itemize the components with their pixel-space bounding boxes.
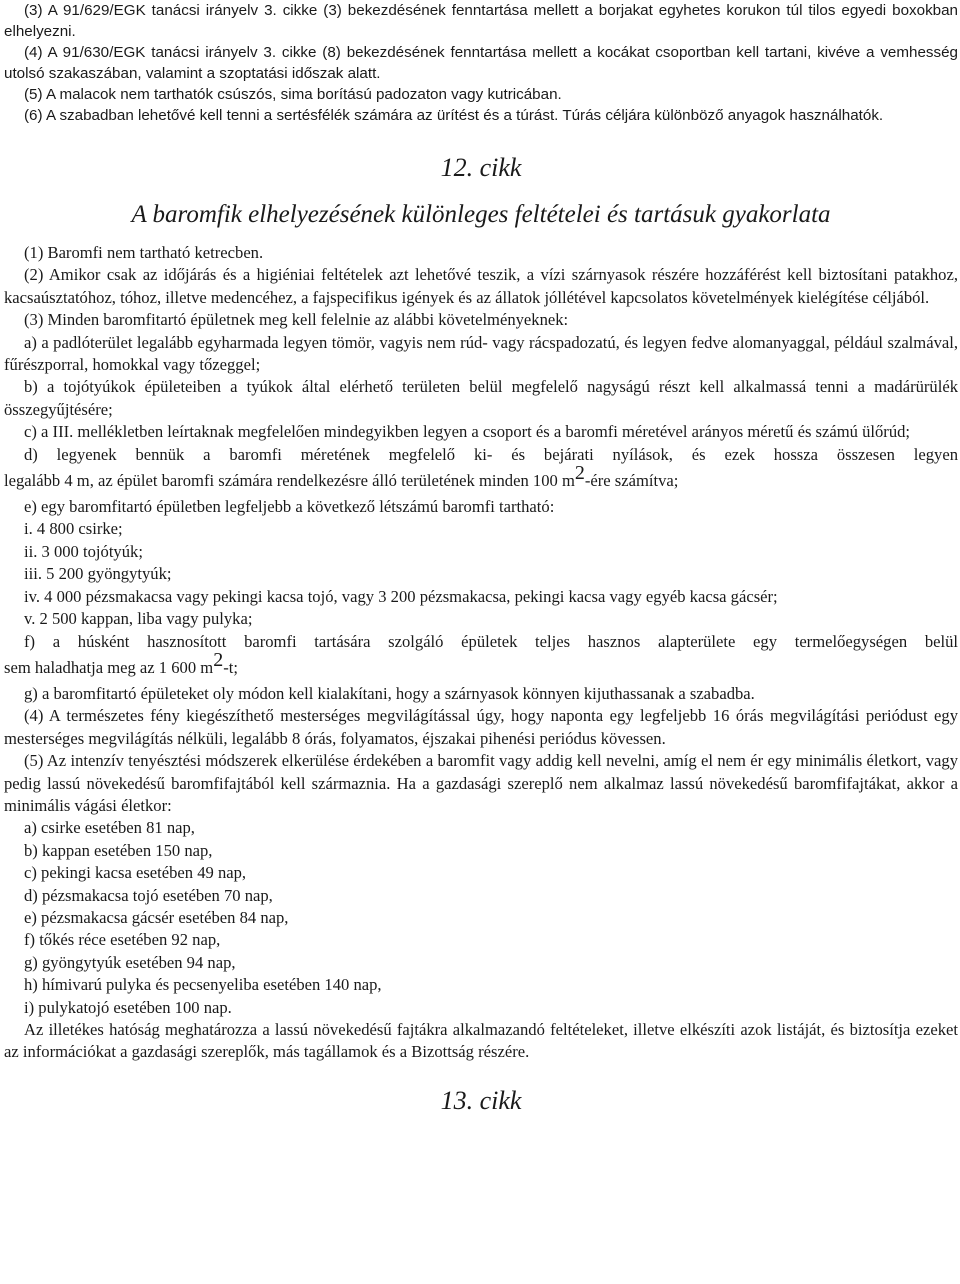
- paragraph-3-point-f-line2: [4, 648, 958, 683]
- paragraph-2: (2) Amikor csak az időjárás és a higiéniai feltételek azt lehetővé teszik, a vízi szárnyasok részére hozzáférést kell biztosítani patakhoz, kacsaúsztatóhoz, tóhoz, illetve medencéhez, a fajspecifikus igények és az állatok jóllétével kapcsolatos követelmények kielégítése céljából.: [4, 265, 958, 307]
- point-d-superscript: 2: [574, 462, 585, 485]
- article-11-continuation: [4, 0, 958, 126]
- article-12-number: 12. cikk: [440, 153, 522, 182]
- slaughter-age-h: h) hímivarú pulyka és pecsenyeliba esetében 140 nap,: [24, 975, 382, 995]
- paragraph-4-sows: (4) A 91/630/EGK tanácsi irányelv 3. cikke (8) bekezdésének fenntartása mellett a kocákat csoportban kell tartani, kivéve a vemhesség utolsó szakaszában, valamint a szoptatási időszak alatt.: [4, 44, 958, 82]
- paragraph-6-pigs-outdoors: (6) A szabadban lehetővé kell tenni a sertésfélék számára az ürítést és a túrást. Túrás céljára különböző anyagok használhatók.: [24, 107, 884, 124]
- paragraph-3-intro: (3) Minden baromfitartó épületnek meg kell felelnie az alábbi követelményeknek:: [24, 310, 569, 330]
- point-e-item-v: v. 2 500 kappan, liba vagy pulyka;: [24, 609, 253, 629]
- point-f-text-end: -t;: [223, 657, 238, 677]
- paragraph-5-piglets: (5) A malacok nem tarthatók csúszós, sima borítású padozaton vagy kutricában.: [24, 86, 562, 103]
- paragraph-3-point-d-line1: d) legyenek bennük a baromfi méretének megfelelő ki- és bejárati nyílások, és ezek hossza összesen legyen: [24, 444, 958, 464]
- slaughter-age-i: i) pulykatojó esetében 100 nap.: [24, 997, 232, 1017]
- paragraph-3-point-b: b) a tojótyúkok épületeiben a tyúkok által elérhető területen belül megfelelő nagyságú részt kell alkalmassá tenni a madárürülék összegyűjtésére;: [4, 377, 958, 419]
- slaughter-age-g: g) gyöngytyúk esetében 94 nap,: [24, 952, 236, 972]
- paragraph-3-point-e: e) egy baromfitartó épületben legfeljebb a következő létszámú baromfi tartható:: [24, 497, 555, 517]
- slaughter-age-d: d) pézsmakacsa tojó esetében 70 nap,: [24, 885, 273, 905]
- paragraph-3-point-d-line2: [4, 462, 958, 496]
- paragraph-3-calves: (3) A 91/629/EGK tanácsi irányelv 3. cikke (3) bekezdésének fenntartása mellett a borjakat egyhetes korukon túl tilos egyedi boxokban elhelyezni.: [4, 2, 958, 40]
- paragraph-3-point-g: g) a baromfitartó épületeket oly módon kell kialakítani, hogy a szárnyasok könnyen kijuthassanak a szabadba.: [24, 683, 755, 703]
- article-12-body: [4, 242, 958, 1064]
- paragraph-3-point-a: a) a padlóterület legalább egyharmada legyen tömör, vagyis nem rúd- vagy rácspadozatú, és legyen fedve alomanyaggal, például szalmával, fűrészporral, homokkal vagy tőzeggel;: [4, 332, 958, 375]
- point-e-item-iii: iii. 5 200 gyöngytyúk;: [24, 564, 172, 584]
- slaughter-age-e: e) pézsmakacsa gácsér esetében 84 nap,: [24, 907, 289, 927]
- paragraph-3-point-f-line1: f) a húsként hasznosított baromfi tartására szolgáló épületek teljes hasznos alapterülete egy termelőegységen belül: [24, 631, 958, 651]
- point-e-item-ii: ii. 3 000 tojótyúk;: [24, 541, 143, 561]
- paragraph-1: (1) Baromfi nem tartható ketrecben.: [24, 243, 264, 262]
- article-12-title: A baromfik elhelyezésének különleges feltételei és tartásuk gyakorlata: [131, 201, 831, 228]
- paragraph-4: (4) A természetes fény kiegészíthető mesterséges megvilágítással úgy, hogy naponta egy legfeljebb 16 órás megvilágítási periódust egy mesterséges megvilágítás nélküli, legalább 8 órás, folyamatos, éjszakai pihenési periódus kövessen.: [4, 706, 958, 748]
- paragraph-5: (5) Az intenzív tenyésztési módszerek elkerülése érdekében a baromfit vagy addig kell nevelni, amíg el nem ér egy minimális életkort, vagy pedig lassú növekedésű baromfifajtából kell származnia. Ha a gazdasági szereplő nem alkalmaz lassú növekedésű baromfifajtákat, akkor a minimális vágási életkor:: [4, 751, 958, 815]
- point-f-superscript: 2: [213, 648, 224, 671]
- point-f-text: sem haladhatja meg az 1 600 m: [4, 657, 214, 677]
- slaughter-age-b: b) kappan esetében 150 nap,: [24, 840, 213, 860]
- point-d-text: legalább 4 m, az épület baromfi számára rendelkezésre álló területének minden 100 m: [4, 471, 575, 491]
- document-page: [4, 0, 958, 1284]
- paragraph-3-point-c: c) a III. mellékletben leírtaknak megfelelően mindegyikben legyen a csoport és a baromfi méretével arányos méretű és számú ülőrúd;: [24, 422, 911, 442]
- article-13-number: 13. cikk: [440, 1085, 522, 1115]
- paragraph-5-closing: Az illetékes hatóság meghatározza a lassú növekedésű fajtákra alkalmazandó feltételeket, illetve elkészíti azok listáját, és biztosítja ezeket az információkat a gazdasági szereplők, más tagállamok és a Bizottság részére.: [4, 1020, 958, 1062]
- slaughter-age-f: f) tőkés réce esetében 92 nap,: [24, 930, 221, 950]
- point-d-text-end: -ére számítva;: [584, 471, 679, 491]
- point-e-item-iv: iv. 4 000 pézsmakacsa vagy pekingi kacsa tojó, vagy 3 200 pézsmakacsa, pekingi kacsa vagy egyéb kacsa gácsér;: [24, 586, 778, 606]
- slaughter-age-a: a) csirke esetében 81 nap,: [24, 818, 195, 838]
- slaughter-age-c: c) pekingi kacsa esetében 49 nap,: [24, 863, 247, 883]
- point-e-item-i: i. 4 800 csirke;: [24, 519, 123, 539]
